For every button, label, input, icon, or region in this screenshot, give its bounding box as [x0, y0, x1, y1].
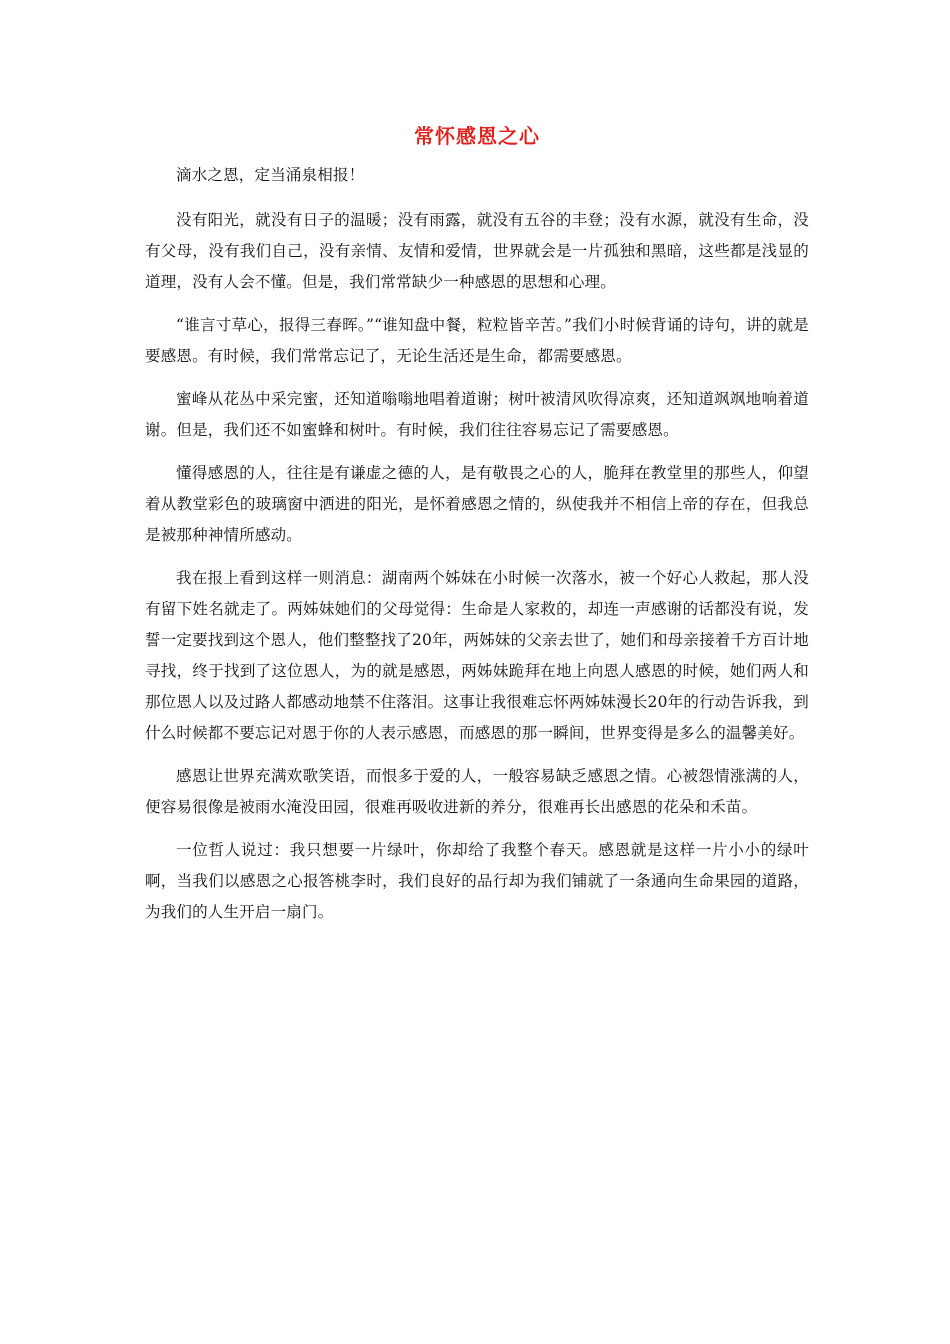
paragraph-8: 一位哲人说过：我只想要一片绿叶，你却给了我整个春天。感恩就是这样一片小小的绿叶啊，当我们以感恩之心报答桃李时，我们良好的品行却为我们铺就了一条通向生命果园的道路，为我们的人生开启一扇门。 [145, 841, 809, 921]
paragraph-2: 没有阳光，就没有日子的温暖；没有雨露，就没有五谷的丰登；没有水源，就没有生命，没有父母，没有我们自己，没有亲情、友情和爱情，世界就会是一片孤独和黑暗，这些都是浅显的道理，没有人会不懂。但是，我们常常缺少一种感恩的思想和心理。 [145, 211, 809, 291]
paragraph-6: 我在报上看到这样一则消息：湖南两个姊妹在小时候一次落水，被一个好心人救起，那人没有留下姓名就走了。两姊妹她们的父母觉得：生命是人家救的，却连一声感谢的话都没有说，发誓一定要找到这个恩人，他们整整找了20年，两姊妹的父亲去世了，她们和母亲接着千方百计地寻找，终于找到了这位恩人，为的就是感恩，两姊妹跪拜在地上向恩人感恩的时候，她们两人和那位恩人以及过路人都感动地禁不住落泪。这事让我很难忘怀两姊妹漫长20年的行动告诉我，到什么时候都不要忘记对恩于你的人表示感恩，而感恩的那一瞬间，世界变得是多么的温馨美好。 [145, 569, 809, 742]
paragraph-4: 蜜峰从花丛中采完蜜，还知道嗡嗡地唱着道谢；树叶被清风吹得凉爽，还知道飒飒地响着道谢。但是，我们还不如蜜蜂和树叶。有时候，我们往往容易忘记了需要感恩。 [145, 390, 809, 439]
paragraph-7: 感恩让世界充满欢歌笑语，而恨多于爱的人，一般容易缺乏感恩之情。心被怨情涨满的人，便容易很像是被雨水淹没田园，很难再吸收进新的养分，很难再长出感恩的花朵和禾苗。 [145, 767, 809, 816]
paragraph-3: “谁言寸草心，报得三春晖。”“谁知盘中餐，粒粒皆辛苦。”我们小时候背诵的诗句，讲的就是要感恩。有时候，我们常常忘记了，无论生活还是生命，都需要感恩。 [145, 316, 809, 365]
paragraph-1: 滴水之恩，定当涌泉相报！ [176, 166, 365, 184]
paragraph-5: 懂得感恩的人，往往是有谦虚之德的人，是有敬畏之心的人，脆拜在教堂里的那些人，仰望着从教堂彩色的玻璃窗中洒进的阳光，是怀着感恩之情的，纵使我并不相信上帝的存在，但我总是被那种神情所感动。 [145, 464, 809, 544]
document-page [145, 118, 809, 940]
page-title: 常怀感恩之心 [414, 124, 540, 148]
